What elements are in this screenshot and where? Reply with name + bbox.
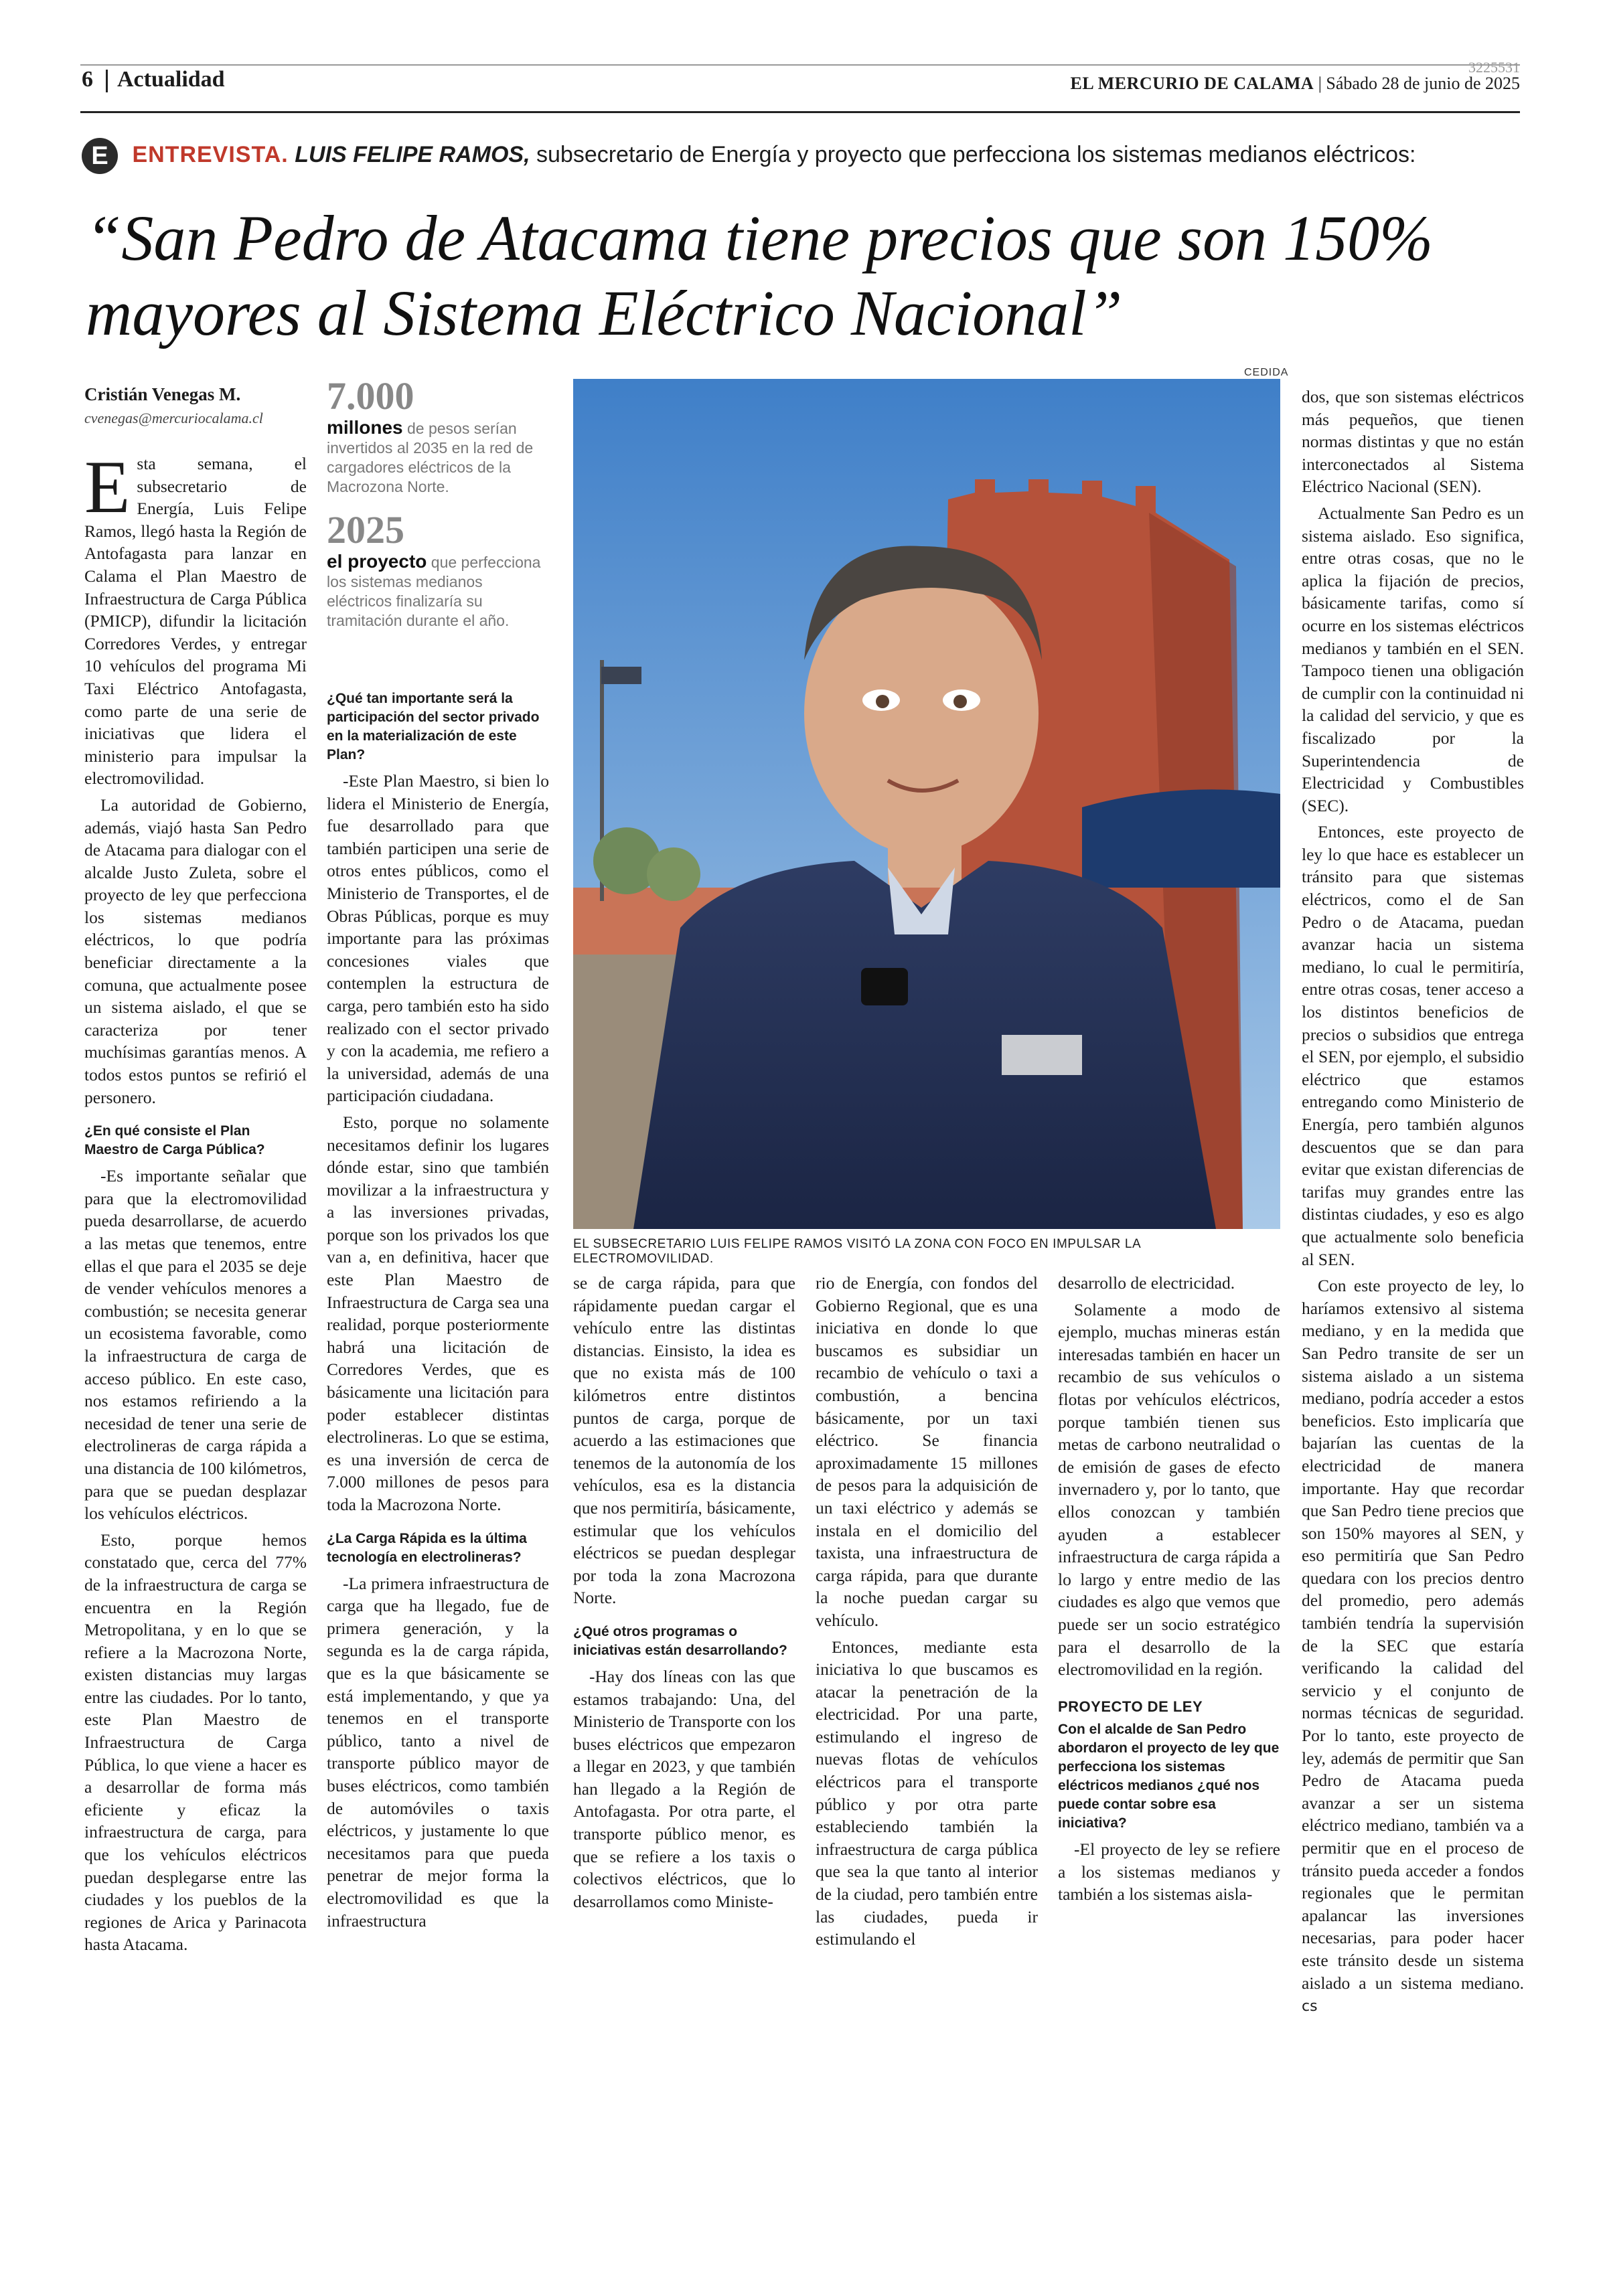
stat-number: 7.000 (327, 374, 414, 418)
stat-description: de pesos serían invertidos al 2035 en la red de cargadores eléctricos de la Macrozona Norte. (327, 420, 534, 495)
interview-kicker (82, 138, 1415, 174)
interviewee-name: LUIS FELIPE RAMOS, (295, 141, 530, 167)
paragraph: Esto, porque no solamente necesitamos definir los lugares dónde estar, sino que también movilizar a la infraestructura y a las inversiones privadas, porque son los privados los que van a, en definitiva, hacer que este Plan Maestro de Infraestructura de Carga sea una realidad, porque posteriormente habrá una licitación de Corredores Verdes, que es básicamente una licitación para poder establecer distintas electrolineras. Lo que se estima, es una inversión de cerca de 7.000 millones de pesos para toda la Macrozona Norte. (327, 1112, 549, 1514)
section-name: Actualidad (117, 67, 225, 92)
paragraph: La autoridad de Gobierno, además, viajó hasta San Pedro de Atacama para dialogar con el alcalde Justo Zuleta, sobre el proyecto de ley que perfecciona los sistemas medianos eléctricos, lo que podría beneficiar directamente a la comuna, que actualmente posee un sistema aislado, el que se caracteriza por tener muchísimas garantías menos. A todos estos puntos se refirió el personero. (84, 795, 307, 1107)
paragraph: -Este Plan Maestro, si bien lo lidera el Ministerio de Energía, fue desarrollado para que también participen una serie de otros entes públicos, como el Ministerio de Transportes, el de Obras Públicas, porque es muy importante para las próximas concesiones viales que contemplen la estructura de carga, pero también esto ha sido realizado con el sector privado y con la academia, me refiero a la universidad, además de una participación ciudadana. (327, 771, 549, 1106)
section-badge: E (82, 138, 118, 174)
paragraph: rio de Energía, con fondos del Gobierno Regional, que es una iniciativa en donde lo que buscamos es subsidiar un recambio de vehículo o taxi a combustión, a bencina básicamente, por un taxi eléctrico. Se financia aproximadamente 15 millones de pesos para la adquisición de un taxi eléctrico y además se instala en el domicilio del taxista, una infraestructura de carga rápida, para que durante la noche puedan cargar su vehículo. (816, 1273, 1038, 1630)
interview-question: ¿Qué tan importante será la participación del sector privado en la materialización de este Plan? (327, 691, 540, 762)
paragraph: Entonces, mediante esta iniciativa lo que buscamos es atacar la penetración de la electricidad. Por una parte, estimulando el ingreso de nuevas flotas de vehículos eléctricos para el transporte público y por otra parte estableciendo también la infraestructura de carga pública que sea la que tanto al interior de la ciudad, pero también entre las ciudades, pueda ir estimulando el (816, 1637, 1038, 1949)
stats-box (327, 375, 541, 643)
paragraph (84, 446, 307, 790)
stat-lead: el proyecto (327, 551, 427, 572)
paragraph: Esto, porque hemos constatado que, cerca del 77% de la infraestructura de carga se encuentra en la Región Metropolitana, y en lo que se refiere a la Macrozona Norte, existen distancias muy largas entre las ciudades. Por lo tanto, este Plan Maestro de Infraestructura de Carga Pública, lo que viene a hacer es a desarrollar de forma más eficiente y eficaz la infraestructura de carga, para que los vehículos eléctricos puedan desplegarse entre las ciudades y los pueblos de la regiones de Arica y Parinacota hasta Atacama. (84, 1530, 307, 1955)
stat-description: que perfecciona los sistemas medianos eléctricos finalizaría su tramitación durante el año. (327, 554, 541, 629)
dateline-separator: | (1318, 74, 1326, 93)
interview-question: Con el alcalde de San Pedro abordaron el proyecto de ley que perfecciona los sistemas eléctricos medianos ¿qué nos puede contar sobre esa iniciativa? (1058, 1722, 1280, 1831)
paragraph-text: sta semana, el subsecretario de Energía, Luis Felipe Ramos, llegó hasta la Región de Antofagasta para lanzar en Calama el Plan Maestro de Infraestructura de Carga Pública (PMICP), difundir la licitación Corredores Verdes, y entregar 10 vehículos del programa Mi Taxi Eléctrico Antofagasta, como parte de una serie de iniciativas que lidera el ministerio para impulsar la electromovilidad. (84, 454, 307, 789)
kicker-label: ENTREVISTA. (132, 141, 289, 167)
headline: “San Pedro de Atacama tiene precios que son 150% mayores al Sistema Eléctrico Nacional” (86, 202, 1434, 349)
article-column-5 (1058, 1272, 1280, 1910)
paragraph (1302, 1275, 1524, 2018)
paragraph: -Es importante señalar que para que la electromovilidad pueda desarrollarse, de acuerdo a las metas que tenemos, entre ellas el que para el 2035 se deje de vender vehículos menores a combustión; se necesita generar un ecosistema favorable, como la infraestructura de carga de acceso público. En este caso, nos estamos refiriendo a la necesidad de tener una serie de electrolineras de carga rápida a una distancia de 100 kilómetros, para que se puedan desplazar los vehículos eléctricos. (84, 1166, 307, 1524)
article-column-6 (1302, 386, 1524, 2022)
header-separator (106, 70, 108, 92)
newspaper-name: EL MERCURIO DE CALAMA (1070, 74, 1314, 93)
stat-number: 2025 (327, 508, 404, 552)
stat-text (327, 552, 541, 631)
header-rule (80, 111, 1520, 113)
photo-illustration (573, 379, 1280, 1229)
paragraph: Solamente a modo de ejemplo, muchas mineras están interesadas también en hacer un recambio de sus vehículos o flotas por vehículos eléctricos, porque también tienen sus metas de carbono neutralidad o de emisión de gases de efecto invernadero y, por lo tanto, que ellos conozcan y también ayuden a establecer infraestructura de carga rápida a lo largo y entre medio de las ciudades es algo que vemos que puede ser un socio estratégico para el desarrollo de la electromovilidad en la región. (1058, 1299, 1280, 1679)
page-number: 6 (82, 67, 93, 92)
photo-caption: EL SUBSECRETARIO LUIS FELIPE RAMOS VISITÓ LA ZONA CON FOCO EN IMPULSAR LA ELECTROMOVILIDAD. (573, 1237, 1141, 1266)
paragraph: desarrollo de electricidad. (1058, 1273, 1235, 1293)
paragraph: -Hay dos líneas con las que estamos trabajando: Una, del Ministerio de Transporte con los buses eléctricos que empezaron a llegar en 2023, y que también han llegado a la Región de Antofagasta. Por otra parte, el transporte público menor, es que se refiere a los taxis o colectivos eléctricos, que lo desarrollamos como Ministe- (573, 1666, 795, 1911)
article-column-2 (327, 689, 549, 1936)
page-code: 3225531 (1468, 59, 1520, 76)
newspaper-dateline (1071, 74, 1520, 94)
paragraph: se de carga rápida, para que rápidamente puedan cargar el vehículo entre las distintas distancias. Einsisto, la idea es que no exista más de 100 kilómetros entre distintos puntos de carga, porque de acuerdo a las estimaciones que tenemos de la autonomía de los vehículos, esa es la distancia que nos permitiría, básicamente, estimular que los vehículos eléctricos se puedan desplegar por toda la zona Macrozona Norte. (573, 1273, 795, 1608)
paragraph: Entonces, este proyecto de ley lo que hace es establecer un tránsito para que sistemas eléctricos, como el de San Pedro o de Atacama, puedan avanzar hacia un sistema mediano, lo cual le permitiría, entre otras cosas, tener acceso a los distintos beneficios de precios o subsidios que entrega el SEN, por ejemplo, el subsidio eléctrico que estamos entregando como Ministerio de Energía, pero también algunos descuentos que se dan para evitar que existan diferencias de tarifas muy grandes entre las distintas ciudades, y eso es algo que actualmente solo beneficia al SEN. (1302, 822, 1524, 1269)
stat-lead: millones (327, 417, 403, 438)
paragraph-text: Con este proyecto de ley, lo haríamos extensivo al sistema mediano, y en la medida que San Pedro transite de ser un sistema aislado a un sistema mediano, podría acceder a estos beneficios. Esto implicaría que bajarían las cuentas de la electricidad de manera importante. Hay que recordar que San Pedro tiene precios que son 150% mayores al SEN, y eso permitiría que San Pedro quedara con los precios dentro del promedio, pero además también tendría la supervisión de la SEC que estaría verificando la calidad del servicio y el conjunto de normas técnicas de seguridad. Por lo tanto, este proyecto de ley, además de permitir que San Pedro de Atacama pueda avanzar a ser un sistema eléctrico mediano, también va a permitir que en el proceso de tránsito pueda acceder a fondos regionales que le permitan apalancar las inversiones necesarias, para poder hacer este tránsito desde un sistema aislado a un sistema mediano. (1302, 1276, 1524, 1993)
paragraph: Actualmente San Pedro es un sistema aislado. Eso significa, entre otras cosas, que no le aplica la fijación de precios, básicamente tarifas, como sí ocurre en los sistemas eléctricos medianos y también en el SEN. Tampoco tienen una obligación de cumplir con la continuidad ni la calidad del servicio, y que es fiscalizado por la Superintendencia de Electricidad y Combustibles (SEC). (1302, 503, 1524, 815)
interview-question: ¿Qué otros programas o iniciativas están desarrollando? (573, 1623, 787, 1658)
interview-question: ¿La Carga Rápida es la última tecnología en electrolineras? (327, 1530, 527, 1565)
photo-credit: CEDIDA (1244, 367, 1289, 378)
header-top-rule (80, 64, 1520, 66)
issue-date: Sábado 28 de junio de 2025 (1326, 74, 1520, 93)
article-column-3 (573, 1272, 795, 1916)
byline-author: Cristián Venegas M. (84, 384, 241, 404)
article-column-1 (84, 446, 307, 1960)
interview-question: ¿En qué consiste el Plan Maestro de Carga Pública? (84, 1123, 265, 1158)
paragraph: dos, que son sistemas eléctricos más pequeños, que tienen normas distintas y que no están interconectados al Sistema Eléctrico Nacional (SEN). (1302, 387, 1524, 497)
interview-photo (573, 379, 1280, 1229)
interviewee-description: subsecretario de Energía y proyecto que perfecciona los sistemas medianos eléctricos: (536, 141, 1416, 167)
article-column-4 (816, 1272, 1038, 1955)
stat-text (327, 418, 541, 497)
end-of-article-mark: cs (1302, 1998, 1318, 2016)
paragraph: -El proyecto de ley se refiere a los sistemas medianos y también a los sistemas aisla- (1058, 1839, 1280, 1904)
byline-email[interactable]: cvenegas@mercuriocalama.cl (84, 410, 263, 426)
paragraph: -La primera infraestructura de carga que ha llegado, fue de primera generación, y la segunda es la de carga rápida, que es la que básicamente se está implementando, y que ya tenemos en el transporte público, tanto a nivel de transporte público mayor de buses eléctricos, como también de automóviles o taxis eléctricos, y justamente lo que necesitamos para que pueda penetrar de mejor forma la electromovilidad es que la infraestructura (327, 1573, 549, 1931)
subheading: PROYECTO DE LEY (1058, 1698, 1203, 1715)
drop-cap: E (84, 446, 131, 529)
